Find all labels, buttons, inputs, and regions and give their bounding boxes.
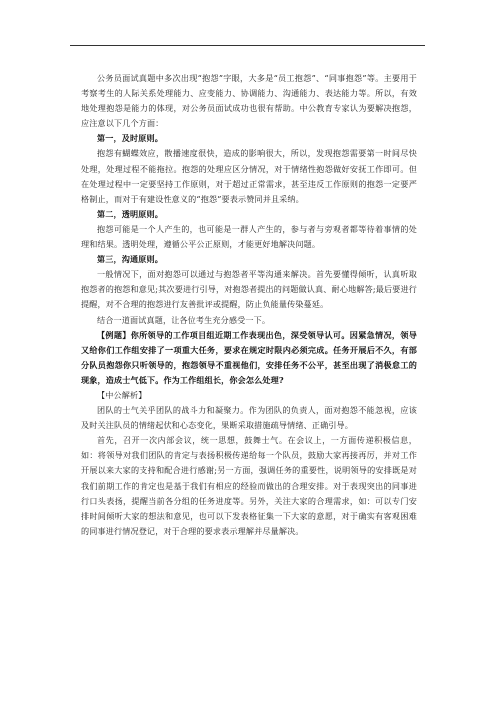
- document-body: [81, 71, 417, 539]
- section-heading-1: 第一，及时原则。: [97, 133, 163, 144]
- example-question: 【例题】你所领导的工作项目组近期工作表现出色，深受领导认可。因紧急情况，领导又给你们工作组安排了一项重大任务，要求在规定时限内必须完成。任务开展后不久，有部分队员抱怨你只听领导的，抱怨领导不重视他们，安排任务不公平，甚至出现了消极怠工的现象，造成士气低下。作为工作组组长，你会怎么处理?: [81, 329, 417, 385]
- body-paragraph: 抱怨有蝴蝶效应，散播速度很快，造成的影响很大，所以，发现抱怨需要第一时间尽快处理，处理过程不能拖拉。抱怨的处理应区分情况，对于情绪性抱怨做好安抚工作即可。但在处理过程中一定要坚持工作原则，对于超过正常需求，甚至违反工作原则的抱怨一定要严格制止，而对于有建设性意义的“抱怨”要表示赞同并且采纳。: [81, 148, 417, 204]
- intro-paragraph: 公务员面试真题中多次出现“抱怨”字眼，大多是“员工抱怨”、“同事抱怨”等。主要用于考察考生的人际关系处理能力、应变能力、协调能力、沟通能力、表达能力等。所以，有效地处理抱怨是能力的体现，对公务员面试成功也很有帮助。中公教育专家认为要解决抱怨，应注意以下几个方面：: [81, 73, 417, 129]
- body-paragraph: 团队的士气关乎团队的战斗力和凝聚力。作为团队的负责人，面对抱怨不能忽视，应该及时关注队员的情绪起伏和心态变化，果断采取措施疏导情绪、正确引导。: [81, 405, 417, 431]
- section-heading-3: 第三，沟通原则。: [97, 254, 163, 265]
- body-paragraph: 一般情况下，面对抱怨可以通过与抱怨者平等沟通来解决。首先要懂得倾听，认真听取抱怨者的抱怨和意见;其次要进行引导，对抱怨者提出的问题做认真、耐心地解答;最后要进行提醒，对不合理的抱怨进行友善批评或提醒，防止负能量传染蔓延。: [81, 269, 417, 310]
- body-paragraph: 结合一道面试真题，让各位考生充分感受一下。: [97, 314, 271, 325]
- analysis-label: 【中公解析】: [97, 389, 147, 400]
- body-paragraph: 首先，召开一次内部会议，统一思想，鼓舞士气。在会议上，一方面传递积极信息，如：将领导对我们团队的肯定与表扬积极传递给每一个队员，鼓励大家再接再厉，并对工作开展以来大家的支持和配合进行感谢;另一方面，强调任务的重要性，说明领导的安排既是对我们前期工作的肯定也是基于我们有相应的经验而做出的合理安排。对于表现突出的同事进行口头表扬，提醒当前各分组的任务进度等。另外，关注大家的合理需求，如：可以专门安排时间倾听大家的想法和意见，也可以下发表格征集一下大家的意愿，对于确实有客观困难的同事进行情况登记，对于合理的要求表示理解并尽量解决。: [81, 435, 417, 536]
- section-heading-2: 第二，透明原则。: [97, 208, 163, 219]
- body-paragraph: 抱怨可能是一个人产生的，也可能是一群人产生的，参与者与旁观者都等待着事情的处理和结果。透明处理，遵循公平公正原则，才能更好地解决问题。: [81, 223, 417, 250]
- header-rule: [70, 45, 425, 46]
